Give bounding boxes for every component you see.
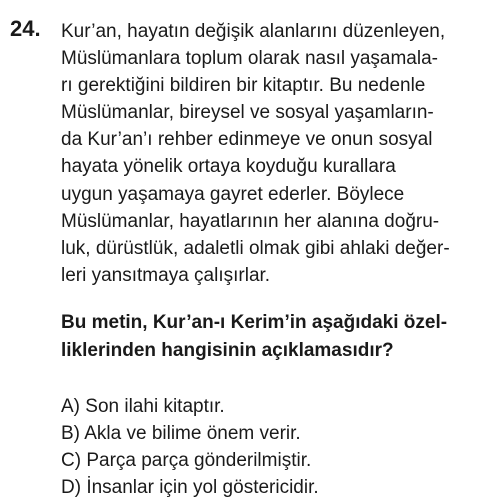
option-c[interactable]: C) Parça parça gönderilmiştir. bbox=[61, 450, 312, 471]
option-d[interactable]: D) İnsanlar için yol göstericidir. bbox=[61, 477, 319, 498]
option-b[interactable]: B) Akla ve bilime önem verir. bbox=[61, 423, 301, 444]
passage-line: Müslümanlar, bireysel ve sosyal yaşamların- bbox=[61, 102, 434, 124]
passage-line: uygun yaşamaya gayret ederler. Böylece bbox=[61, 183, 405, 205]
passage-line: da Kur’an’ı rehber edinmeye ve onun sosyal bbox=[61, 129, 433, 151]
passage-line: luk, dürüstlük, adaletli olmak gibi ahlaki değer- bbox=[61, 237, 450, 259]
passage-line: hayata yönelik ortaya koyduğu kurallara bbox=[61, 156, 396, 178]
option-a[interactable]: A) Son ilahi kitaptır. bbox=[61, 396, 225, 417]
passage-line: rı gerektiğini bildiren bir kitaptır. Bu nedenle bbox=[61, 75, 426, 97]
prompt-line: liklerinden hangisinin açıklamasıdır? bbox=[61, 340, 394, 361]
answer-options bbox=[61, 393, 493, 501]
passage-line: leri yansıtmaya çalışırlar. bbox=[61, 264, 271, 286]
question-number: 24. bbox=[10, 16, 41, 41]
passage-line: Müslümanlar, hayatlarının her alanına doğru- bbox=[61, 210, 440, 232]
question-passage bbox=[61, 18, 493, 289]
prompt-line: Bu metin, Kur’an-ı Kerim’in aşağıdaki özel- bbox=[61, 312, 448, 333]
passage-line: Müslümanlara toplum olarak nasıl yaşamala- bbox=[61, 48, 438, 70]
question-prompt bbox=[61, 309, 493, 365]
passage-line: Kur’an, hayatın değişik alanlarını düzenleyen, bbox=[61, 21, 446, 42]
